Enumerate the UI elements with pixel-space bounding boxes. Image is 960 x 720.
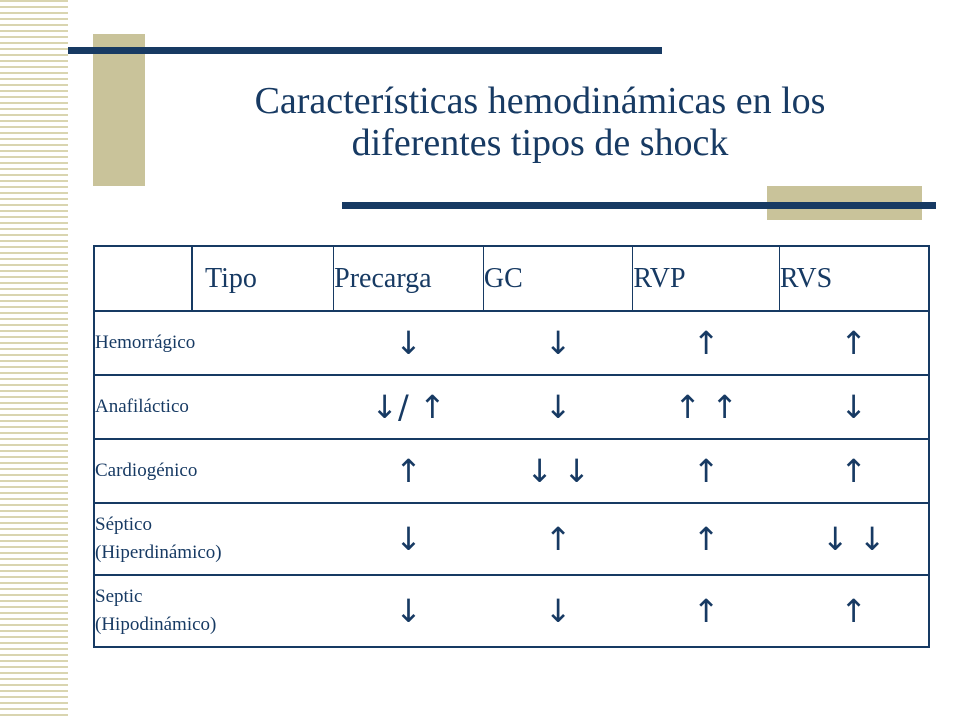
header-rvp: RVP — [633, 246, 780, 311]
header-rvs: RVS — [779, 246, 929, 311]
table-row — [94, 503, 929, 575]
rvp-value: ↑ — [633, 439, 780, 503]
row-label — [94, 503, 334, 575]
header-precarga: Precarga — [334, 246, 484, 311]
row-label — [94, 575, 334, 647]
left-decorative-stripe — [0, 0, 68, 720]
gc-value: ↓ — [483, 575, 632, 647]
header-cell-tipo — [94, 246, 334, 311]
hemodynamics-table — [93, 245, 930, 648]
rvp-value: ↑ — [633, 575, 780, 647]
row-label — [94, 375, 334, 439]
rvs-value: ↑ — [779, 439, 929, 503]
gc-value: ↓ — [483, 375, 632, 439]
table-row — [94, 375, 929, 439]
row-label — [94, 311, 334, 375]
table-row — [94, 439, 929, 503]
gc-value: ↑ — [483, 503, 632, 575]
row-label-line-1: Cardiogénico — [95, 460, 198, 481]
header-gc: GC — [483, 246, 632, 311]
rvp-value: ↑ — [633, 503, 780, 575]
rvs-value: ↓ — [779, 375, 929, 439]
slide-title-line-1: Características hemodinámicas en los — [254, 80, 826, 122]
rvp-value: ↑ — [633, 311, 780, 375]
table-row — [94, 575, 929, 647]
precarga-value: ↓ — [334, 503, 484, 575]
table-header-row — [94, 246, 929, 311]
gc-value: ↓ ↓ — [483, 439, 632, 503]
row-label-line-2: (Hiperdinámico) — [95, 542, 222, 563]
bottom-navy-rule — [342, 202, 936, 209]
slide-title-line-2: diferentes tipos de shock — [351, 122, 729, 164]
row-label-line-1: Anafiláctico — [95, 396, 189, 417]
precarga-value: ↓ — [334, 311, 484, 375]
empty-corner-cell — [95, 247, 193, 310]
slide-title — [150, 80, 930, 164]
row-label-line-2: (Hipodinámico) — [95, 614, 217, 635]
tan-accent-block-top — [93, 34, 145, 186]
row-label — [94, 439, 334, 503]
table-row — [94, 311, 929, 375]
rvs-value: ↑ — [779, 311, 929, 375]
row-label-line-1: Hemorrágico — [95, 332, 196, 353]
precarga-value: ↓ — [334, 575, 484, 647]
precarga-value: ↑ — [334, 439, 484, 503]
rvs-value: ↑ — [779, 575, 929, 647]
rvp-value: ↑ ↑ — [633, 375, 780, 439]
row-label-line-1: Séptico — [95, 514, 152, 535]
top-navy-rule — [68, 47, 662, 54]
precarga-value: ↓/ ↑ — [334, 375, 484, 439]
header-tipo: Tipo — [205, 262, 257, 294]
row-label-line-1: Septic — [95, 586, 143, 607]
gc-value: ↓ — [483, 311, 632, 375]
rvs-value: ↓ ↓ — [779, 503, 929, 575]
